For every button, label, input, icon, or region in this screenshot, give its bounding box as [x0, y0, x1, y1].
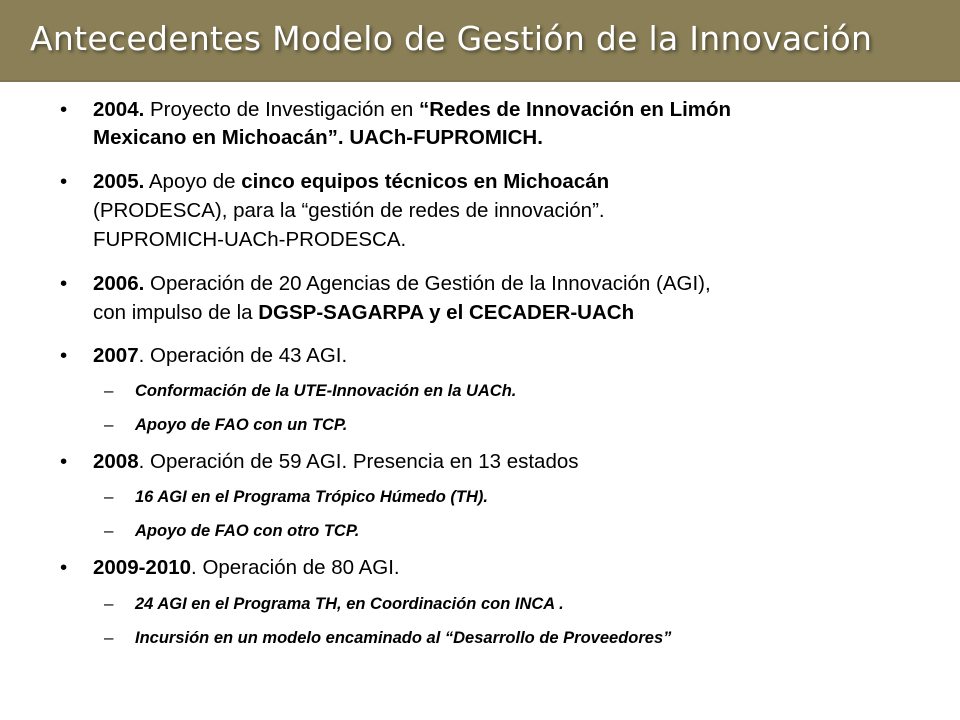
dash-icon: –: [104, 487, 114, 506]
item-text: 2005. Apoyo de cinco equipos técnicos en Michoacán: [93, 170, 610, 193]
dash-icon: –: [104, 381, 114, 400]
item-year: 2006.: [93, 272, 145, 295]
slide-content: • 2004. Proyecto de Investigación en “Redes de Innovación en Limón Mexicano en Michoacán”. UACh-FUPROMICH. • 2005. Apoyo de cinco equipos técnicos en Michoacán (PRODESCA), para la “gestión de redes de innovación”. FUPROMICH-UACh-PRODESCA. • 2006. Operación de 20 Agencias de Gestión de la Innovación (AGI), con impulso de la DGSP-SAGARPA y el CECADER-UACh • 2007. Operación de 43 AGI. – Conformación de la UTE-Innovación en la UACh. – Apoyo de FAO con un TCP. • 2008. Operación de 59 AGI. Presencia en 13 estados – 16 AGI en el Programa Trópico Húmedo (TH). – Apoyo de FAO con otro TCP. • 2009-2010. Operación de 80 AGI. – 24 AGI en el Programa TH, en Coordinación con INCA . – Incursión en un modelo encaminado al “Desarrollo de Proveedores”: [0, 0, 960, 720]
dash-icon: –: [104, 415, 114, 434]
item-text: 2004. Proyecto de Investigación en “Redes de Innovación en Limón: [93, 98, 732, 121]
item-text: 2006. Operación de 20 Agencias de Gestión de la Innovación (AGI),: [93, 272, 711, 295]
bullet-icon: •: [60, 272, 68, 295]
item-year: 2004.: [93, 98, 145, 121]
dash-icon: –: [104, 594, 114, 613]
item-year: 2005.: [93, 170, 145, 193]
item-year: 2009-2010: [93, 556, 192, 579]
dash-icon: –: [104, 521, 114, 540]
item-text: 2009-2010. Operación de 80 AGI.: [93, 556, 400, 579]
bullet-icon: •: [60, 344, 68, 367]
dash-icon: –: [104, 628, 114, 647]
item-text: 2008. Operación de 59 AGI. Presencia en 13 estados: [93, 450, 579, 473]
bullet-icon: •: [60, 450, 68, 473]
item-text: 2007. Operación de 43 AGI.: [93, 344, 348, 367]
bullet-icon: •: [60, 556, 68, 579]
item-year: 2007: [93, 344, 139, 367]
item-year: 2008: [93, 450, 139, 473]
bullet-icon: •: [60, 170, 68, 193]
bullet-icon: •: [60, 98, 68, 121]
slide-title: Antecedentes Modelo de Gestión de la Innovación: [30, 19, 873, 58]
